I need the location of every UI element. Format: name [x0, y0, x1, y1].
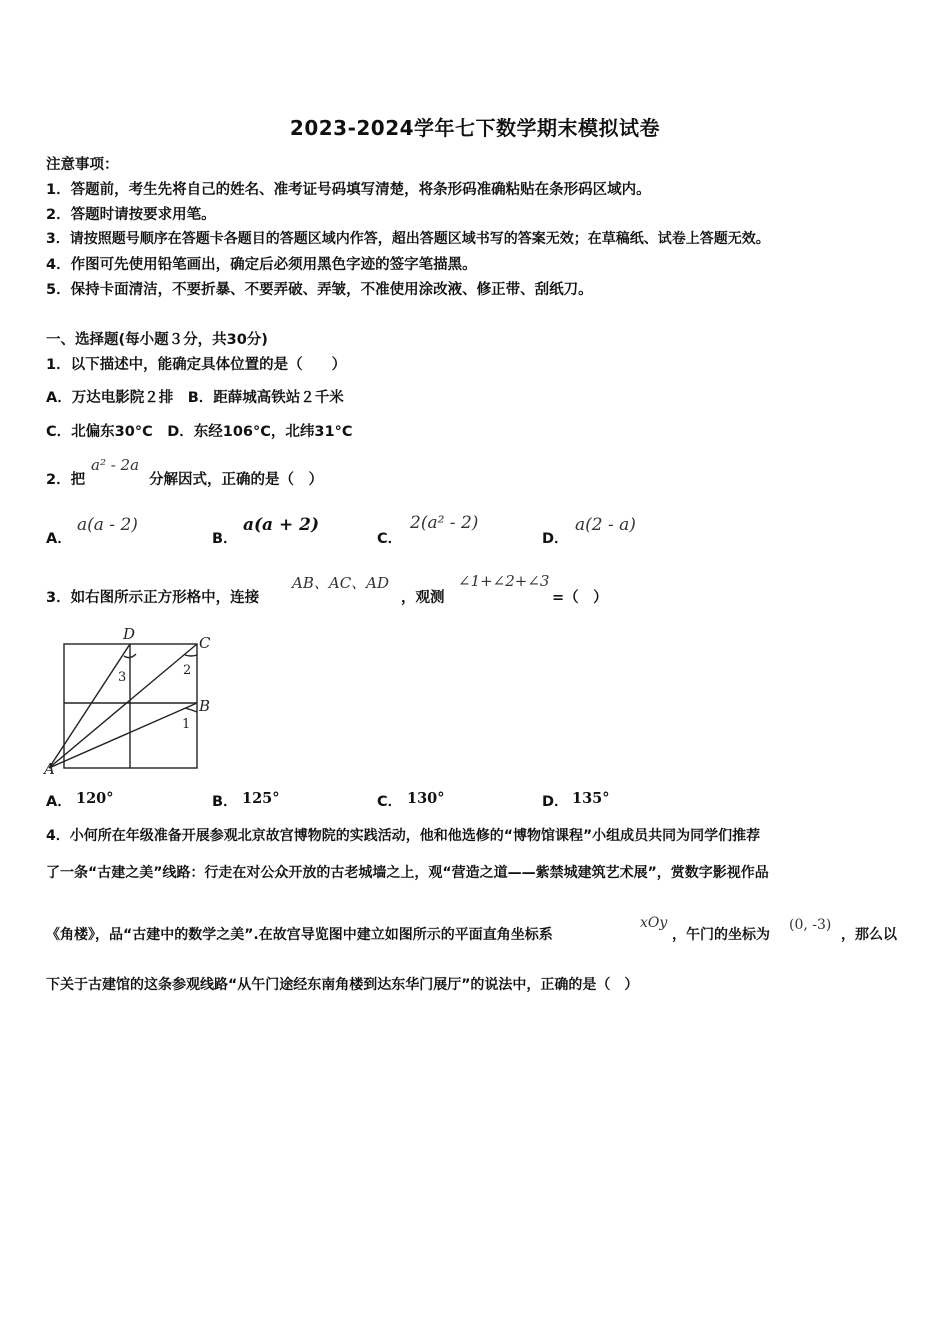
option-expression: a(a - 2): [77, 515, 138, 535]
question-4-line2: 了一条“古建之美”线路：行走在对公众开放的古老城墙之上，观“营造之道——紫禁城建筑艺术展”，赏数字影视作品: [46, 865, 769, 881]
question-2-expression: a² - 2a: [91, 456, 140, 474]
question-2-stem-pre: 2．把: [46, 472, 86, 488]
note-item: 4．作图可先使用铅笔画出，确定后必须用黑色字迹的签字笔描黑。: [46, 257, 477, 273]
section-heading: 一、选择题(每小题３分，共30分): [46, 332, 268, 348]
segment-ac: [49, 644, 197, 768]
square-grid-figure: [44, 624, 211, 778]
page-title: 2023-2024学年七下数学期末模拟试卷: [289, 116, 661, 140]
note-item: 5．保持卡面清洁，不要折暴、不要弄破、弄皱，不准使用涂改液、修正带、刮纸刀。: [46, 282, 593, 298]
note-item: 2．答题时请按要求用笔。: [46, 207, 216, 223]
question-1-stem: 1．以下描述中，能确定具体位置的是（ ）: [46, 357, 347, 373]
option-value: 120°: [76, 790, 114, 807]
question-4-line3-mid: ，午门的坐标为: [672, 927, 770, 943]
question-4-line4: 下关于古建馆的这条参观线路“从午门途经东南角楼到达东华门展厅”的说法中，正确的是（ ）: [46, 977, 639, 993]
option-expression: a(a + 2): [243, 515, 320, 535]
wumen-coordinate: (0, -3): [789, 917, 832, 933]
option-label: B．: [212, 794, 238, 810]
angle-label-2: 2: [183, 663, 192, 678]
question-1-options-line1: A．万达电影院２排 B．距薛城高铁站２千米: [46, 390, 344, 406]
question-1-options-line2: C．北偏东30°C D．东经106°C，北纬31°C: [46, 424, 353, 440]
option-label: C．: [377, 531, 403, 547]
option-label: D．: [542, 531, 569, 547]
option-expression: a(2 - a): [575, 515, 636, 535]
option-value: 130°: [407, 790, 445, 807]
question-3-segments: AB、AC、AD: [292, 574, 390, 592]
angle-label-3: 3: [118, 670, 127, 685]
option-label: C．: [377, 794, 403, 810]
point-label-a: A: [44, 760, 55, 778]
question-3-stem-mid: ，观测: [401, 590, 445, 606]
question-4-line1: 4．小何所在年级准备开展参观北京故宫博物院的实践活动，他和他选修的“博物馆课程”小组成员共同为同学们推荐: [46, 828, 761, 844]
angle-mark-2: [185, 655, 197, 656]
option-label: A．: [46, 531, 72, 547]
note-item: 1．答题前，考生先将自己的姓名、准考证号码填写清楚，将条形码准确粘贴在条形码区域内。: [46, 182, 651, 198]
question-4-line3-pre: 《角楼》，品“古建中的数学之美”.在故宫导览图中建立如图所示的平面直角坐标系: [46, 927, 553, 943]
note-item: 3．请按照题号顺序在答题卡各题目的答题区域内作答，超出答题区域书写的答案无效；在草稿纸、试卷上答题无效。: [46, 231, 770, 247]
option-value: 135°: [572, 790, 610, 807]
question-4-line3-post: ，那么以: [841, 927, 897, 943]
point-label-c: C: [199, 634, 211, 652]
question-3-stem-post: =（ ）: [552, 590, 608, 606]
notes-heading: 注意事项：: [46, 157, 119, 173]
point-label-b: B: [199, 697, 211, 715]
question-3-angles: ∠1+∠2+∠3: [458, 572, 550, 590]
question-2-stem-post: 分解因式，正确的是（ ）: [149, 472, 323, 488]
coordinate-system-label: xOy: [640, 915, 668, 931]
option-label: B．: [212, 531, 238, 547]
option-expression: 2(a² - 2): [410, 513, 479, 533]
option-value: 125°: [242, 790, 280, 807]
segment-ab: [49, 703, 197, 768]
segment-ad: [49, 644, 130, 768]
angle-mark-1: [185, 708, 197, 712]
option-label: A．: [46, 794, 72, 810]
option-label: D．: [542, 794, 569, 810]
point-label-d: D: [123, 625, 136, 643]
angle-label-1: 1: [182, 717, 191, 732]
question-3-stem-pre: 3．如右图所示正方形格中，连接: [46, 590, 260, 606]
